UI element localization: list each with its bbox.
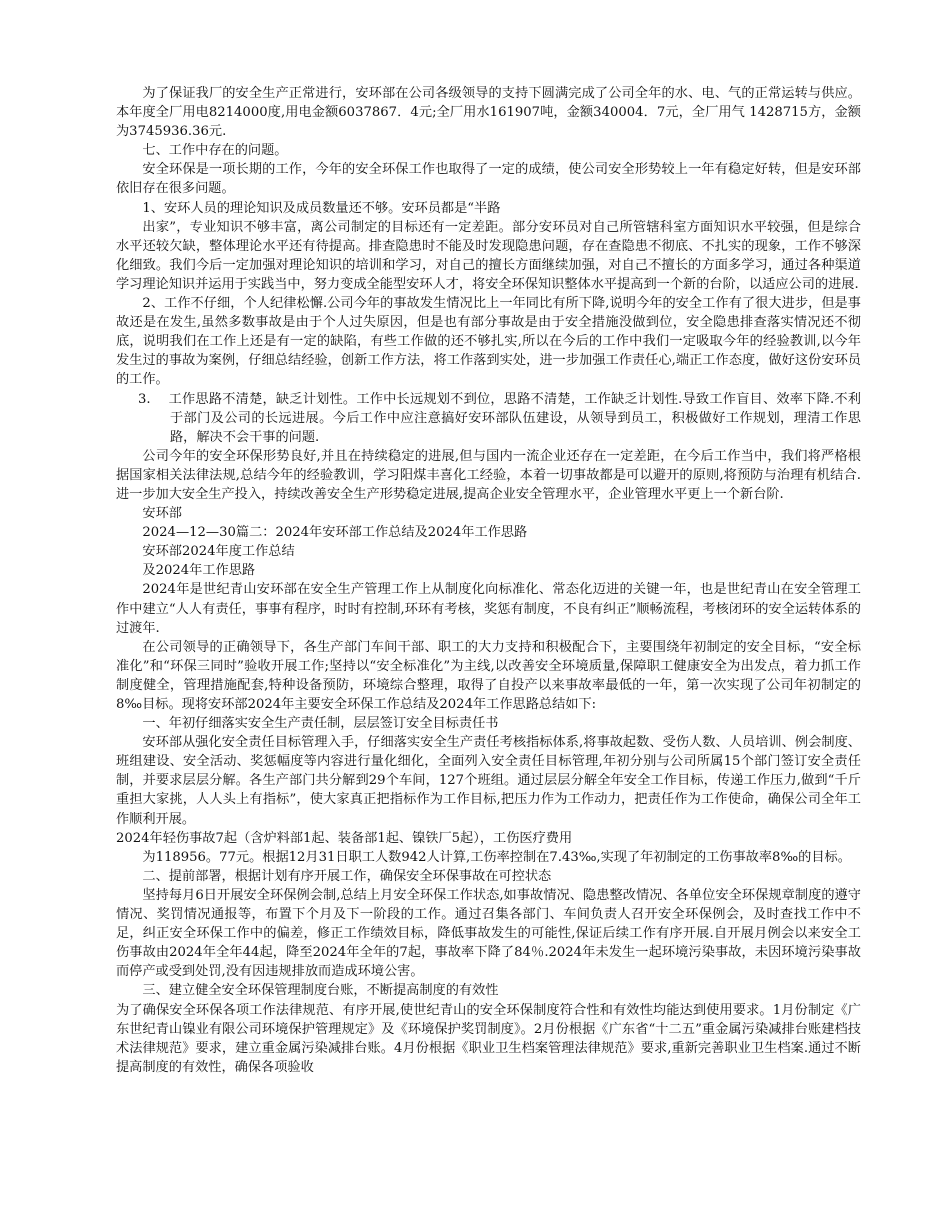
paragraph: 2024年是世纪青山安环部在安全生产管理工作上从制度化向标准化、常态化迈进的关键一年，也是世纪青山在安全管理工作中建立“人人有责任，事事有程序，时时有控制,环环有考核，奖惩有制度，不良有纠正”顺畅流程，考核闭环的安全运转体系的过渡年. (116, 582, 861, 636)
paragraph: 在公司领导的正确领导下，各生产部门车间干部、职工的大力支持和积极配合下，主要围绕年初制定的安全目标，“安全标准化”和“环保三同时”验收开展工作;坚持以“安全标准化”为主线,以改善安全环境质量,保障职工健康安全为出发点，着力抓工作制度健全，管理措施配套,特种设备预防，环境综合整理，取得了自投产以来事故率最低的一年，第一次实现了公司年初制定的8‰目标。现将安环部2024年主要安全环保工作总结及2024年工作思路总结如下: (116, 639, 861, 712)
paragraph: 坚持每月6日开展安全环保例会制,总结上月安全环保工作状态,如事故情况、隐患整改情况、各单位安全环保规章制度的遵守情况、奖罚情况通报等，布置下个月及下一阶段的工作。通过召集各部门、车间负责人召开安全环保例会，及时查找工作中不足，纠正安全环保工作中的偏差，修正工作绩效目标，降低事故发生的可能性,保证后续工作有序开展.自开展月例会以来安全工伤事故由2024年全年44起，降至2024年全年的7起，事故率下降了84％.2024年未发生一起环境污染事故，未因环境污染事故而停产或受到处罚,没有因违规排放而造成环境公害。 (116, 887, 861, 980)
paragraph: 安环部2024年度工作总结 (142, 544, 295, 560)
paragraph: 一、年初仔细落实安全生产责任制，层层签订安全目标责任书 (142, 716, 499, 732)
paragraph: 公司今年的安全环保形势良好,并且在持续稳定的进展,但与国内一流企业还存在一定差距，在今后工作当中，我们将严格根据国家相关法律法规,总结今年的经验教训，学习阳煤丰喜化工经验，本着一切事故都是可以避开的原则,将预防与治理有机结合.进一步加大安全生产投入，持续改善安全生产形势稳定进展,提高企业安全管理水平，企业管理水平更上一个新台阶. (116, 448, 861, 502)
paragraph: 1、安环人员的理论知识及成员数量还不够。安环员都是“半路 (142, 200, 501, 216)
paragraph: 3. 工作思路不清楚，缺乏计划性。工作中长远规划不到位，思路不清楚，工作缺乏计划性.导致工作盲目、效率下降.不利于部门及公司的长远进展。今后工作中应注意搞好安环部队伍建设，从领导到员工，积极做好工作规划，理清工作思路，解决不会干事的问题. (138, 391, 861, 445)
paragraph: 二、提前部署，根据计划有序开展工作，确保安全环保事故在可控状态 (142, 868, 552, 884)
paragraph: 2、工作不仔细，个人纪律松懈.公司今年的事故发生情况比上一年同比有所下降,说明今年的安全工作有了很大进步，但是事故还是在发生,虽然多数事故是由于个人过失原因，但是也有部分事故是由于安全措施没做到位，安全隐患排查落实情况还不彻底，说明我们在工作上还是有一定的缺陷，有些工作做的还不够扎实,所以在今后的工作中我们一定吸取今年的经验教训,以今年发生过的事故为案例，仔细总结经验，创新工作方法，将工作落到实处，进一步加强工作责任心,端正工作态度，做好这份安环员的工作。 (116, 296, 861, 388)
paragraph: 安环部从强化安全责任目标管理入手，仔细落实安全生产责任考核指标体系,将事故起数、受伤人数、人员培训、例会制度、班组建设、安全活动、奖惩幅度等内容进行量化细化，全面列入安全责任目标管理,年初分别与公司所属15个部门签订安全责任制，并要求层层分解。各生产部门共分解到29个车间，127个班组。通过层层分解全年安全工作目标，传递工作压力,做到“千斤重担大家挑，人人头上有指标”，使大家真正把指标作为工作目标,把压力作为工作动力，把责任作为工作使命，确保公司全年工作顺利开展。 (116, 735, 861, 827)
paragraph: 为118956。77元。根据12月31日职工人数942人计算,工伤率控制在7.43‰,实现了年初制定的工伤事故率8‰的目标。 (142, 849, 851, 865)
paragraph: 2024年轻伤事故7起（含炉料部1起、装备部1起、镍铁厂5起），工伤医疗费用 (116, 830, 573, 846)
paragraph: 出家”，专业知识不够丰富，离公司制定的目标还有一定差距。部分安环员对自己所管辖科室方面知识水平较强，但是综合水平还较欠缺，整体理论水平还有待提高。排查隐患时不能及时发现隐患问题，存在查隐患不彻底、不扎实的现象，工作不够深化细致。我们今后一定加强对理论知识的培训和学习，对自己的擅长方面继续加强，对自己不擅长的方面多学习，通过各种渠道学习理论知识并运用于实践当中，努力变成全能型安环人才，将安全环保知识整体水平提高到一个新的台阶，以适应公司的进展. (116, 219, 861, 292)
paragraph: 安环部 (142, 506, 182, 522)
paragraph: 安全环保是一项长期的工作，今年的安全环保工作也取得了一定的成绩，使公司安全形势较上一年有稳定好转，但是安环部依旧存在很多问题。 (116, 162, 861, 197)
paragraph: 及2024年工作思路 (142, 563, 256, 579)
paragraph: 为了确保安全环保各项工作法律规范、有序开展,使世纪青山的安全环保制度符合性和有效性均能达到使用要求。1月份制定《广东世纪青山镍业有限公司环境保护管理规定》及《环境保护奖罚制度》。2月份根据《广东省“十二五”重金属污染减排台账建档技术法律规范》要求，建立重金属污染减排台账。4月份根据《职业卫生档案管理法律规范》要求,重新完善职业卫生档案.通过不断提高制度的有效性，确保各项验收 (116, 1002, 861, 1075)
paragraph: 2024—12—30篇二：2024年安环部工作总结及2024年工作思路 (142, 525, 528, 541)
paragraph: 七、工作中存在的问题。 (142, 143, 288, 159)
paragraph: 三、建立健全安全环保管理制度台账，不断提高制度的有效性 (142, 983, 499, 999)
document-page (116, 84, 861, 1077)
paragraph: 为了保证我厂的安全生产正常进行，安环部在公司各级领导的支持下圆满完成了公司全年的水、电、气的正常运转与供应。本年度全厂用电8214000度,用电金额6037867．4元;全厂用水161907吨，金额340004．7元，全厂用气 1428715方，金额为3745936.36元. (116, 86, 861, 140)
